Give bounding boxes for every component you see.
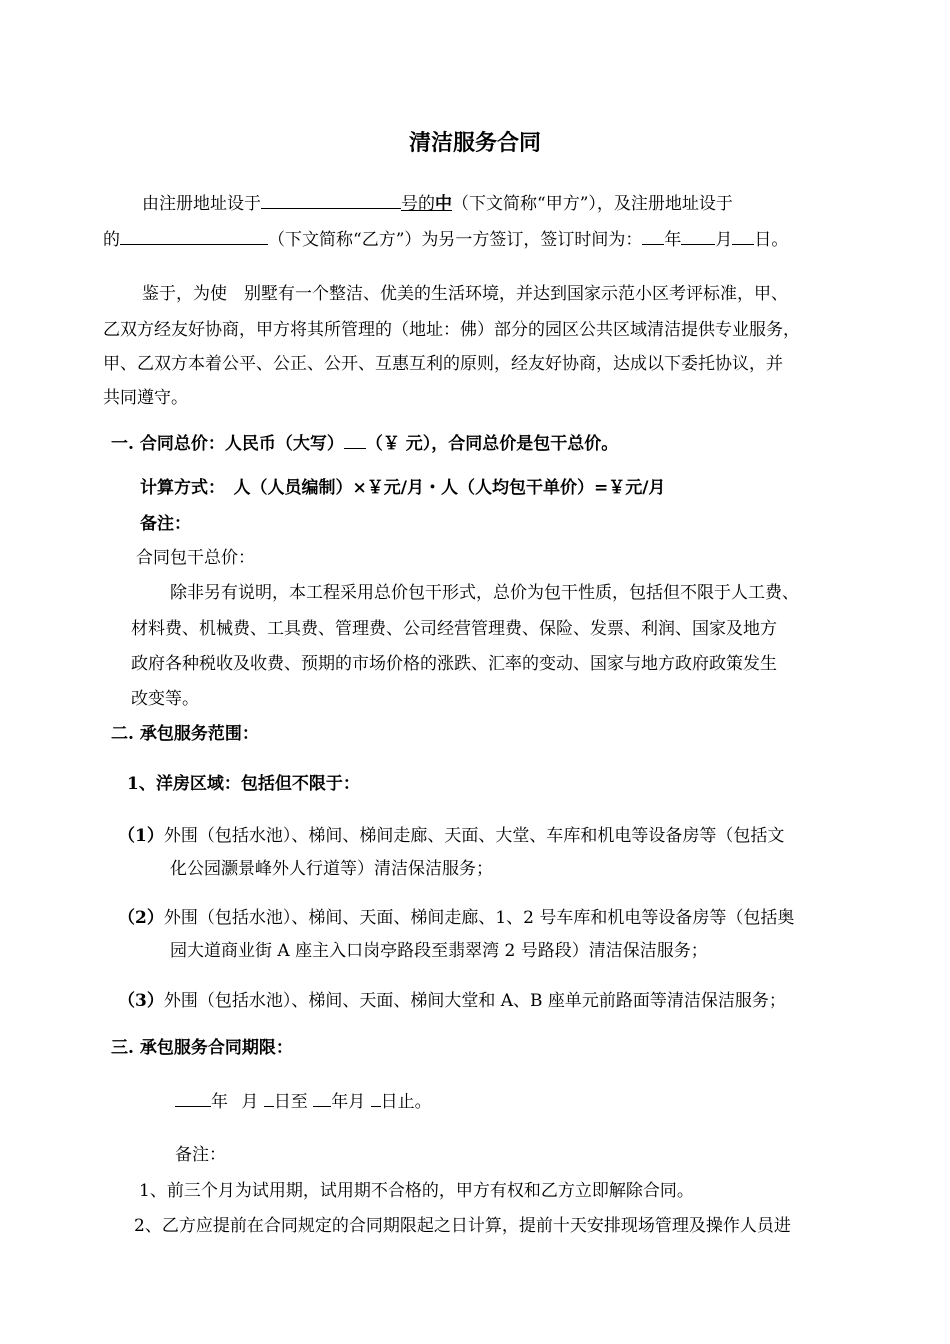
intro-text: 日。: [754, 230, 789, 250]
item-text: 外围（包括水池）、梯间、梯间走廊、天面、大堂、车库和机电等设备房等（包括文: [163, 826, 785, 846]
blank-address-a: [261, 192, 401, 209]
blank-end-year: [313, 1090, 331, 1107]
body-line: 政府各种税收及收费、预期的市场价格的涨跌、汇率的变动、国家与地方政府政策发生: [131, 654, 777, 674]
note-item: 2、乙方应提前在合同规定的合同期限起之日计算，提前十天安排现场管理及操作人员进: [134, 1216, 791, 1236]
blank-address-b: [120, 228, 268, 245]
note-label: 备注：: [175, 1145, 226, 1165]
calculation-method: 计算方式： 人（人员编制）×￥元/月・人（人均包干单价）=￥元/月: [140, 478, 666, 498]
list-item: [118, 907, 794, 929]
blank-day: [732, 228, 754, 245]
intro-text: 月: [715, 230, 733, 250]
period-text: 年: [211, 1092, 228, 1112]
blank-amount: [344, 432, 366, 449]
blank-year: [642, 228, 664, 245]
heading-text: （￥ 元），合同总价是包干总价。: [365, 434, 619, 454]
period-text: 日至: [273, 1092, 308, 1112]
whereas-line: 鉴于，为使 别墅有一个整洁、优美的生活环境，并达到国家示范小区考评标准，甲、: [142, 284, 788, 304]
whereas-line: 乙双方经友好协商，甲方将其所管理的（地址：佛）部分的园区公共区域清洁提供专业服务，: [103, 320, 800, 340]
blank-month: [681, 228, 715, 245]
note-item: 1、前三个月为试用期，试用期不合格的，甲方有权和乙方立即解除合同。: [139, 1181, 694, 1201]
contract-period: [175, 1090, 432, 1113]
intro-text: 中: [435, 194, 452, 214]
blank-end-day: [371, 1090, 381, 1107]
document-title: 清洁服务合同: [408, 130, 541, 156]
heading-text: 一. 合同总价：人民币（大写）: [111, 434, 344, 454]
intro-text: 年: [664, 230, 682, 250]
area-heading: 1、洋房区域：包括但不限于：: [127, 774, 360, 794]
period-text: 年月: [331, 1092, 366, 1112]
item-text: 外围（包括水池）、梯间、天面、梯间走廊、1、2 号车库和机电等设备房等（包括奥: [163, 908, 795, 928]
period-text: 月: [241, 1092, 259, 1112]
body-line: 改变等。: [131, 689, 199, 709]
list-item-continuation: 化公园灏景峰外人行道等）清洁保洁服务；: [170, 859, 493, 879]
item-number: （2）: [118, 908, 164, 928]
intro-text: （下文简称“甲方”），及注册地址设于: [452, 194, 733, 214]
item-text: 外围（包括水池）、梯间、天面、梯间大堂和 A、B 座单元前路面等清洁保洁服务；: [163, 991, 786, 1011]
list-item-continuation: 园大道商业街 A 座主入口岗亭路段至翡翠湾 2 号路段）清洁保洁服务；: [170, 941, 708, 961]
body-line: 除非另有说明，本工程采用总价包干形式，总价为包干性质，包括但不限于人工费、: [170, 583, 799, 603]
note-label: 备注：: [140, 514, 191, 534]
section-2-heading: 二. 承包服务范围：: [111, 724, 259, 744]
item-number: （3）: [118, 991, 164, 1011]
section-3-heading: 三. 承包服务合同期限：: [111, 1038, 293, 1058]
intro-text: 的: [103, 230, 120, 250]
blank-start-year: [175, 1090, 211, 1107]
whereas-line: 甲、乙双方本着公平、公正、公开、互惠互利的原则，经友好协商，达成以下委托协议，并: [103, 354, 783, 374]
intro-line-1: [142, 192, 733, 215]
intro-text: 由注册地址设于: [142, 194, 261, 214]
blank-start-day: [264, 1090, 274, 1107]
section-1-heading: [111, 432, 618, 455]
item-number: （1）: [118, 826, 164, 846]
period-text: 日止。: [380, 1092, 432, 1112]
intro-text: 号的: [401, 194, 435, 214]
intro-text: （下文简称“乙方”）为另一方签订，签订时间为：: [268, 230, 643, 250]
whereas-line: 共同遵守。: [103, 388, 188, 408]
subheading: 合同包干总价：: [136, 548, 255, 568]
body-line: 材料费、机械费、工具费、管理费、公司经营管理费、保险、发票、利润、国家及地方: [131, 619, 777, 639]
list-item: [118, 825, 784, 847]
list-item: [118, 990, 786, 1012]
intro-line-2: [103, 228, 788, 251]
